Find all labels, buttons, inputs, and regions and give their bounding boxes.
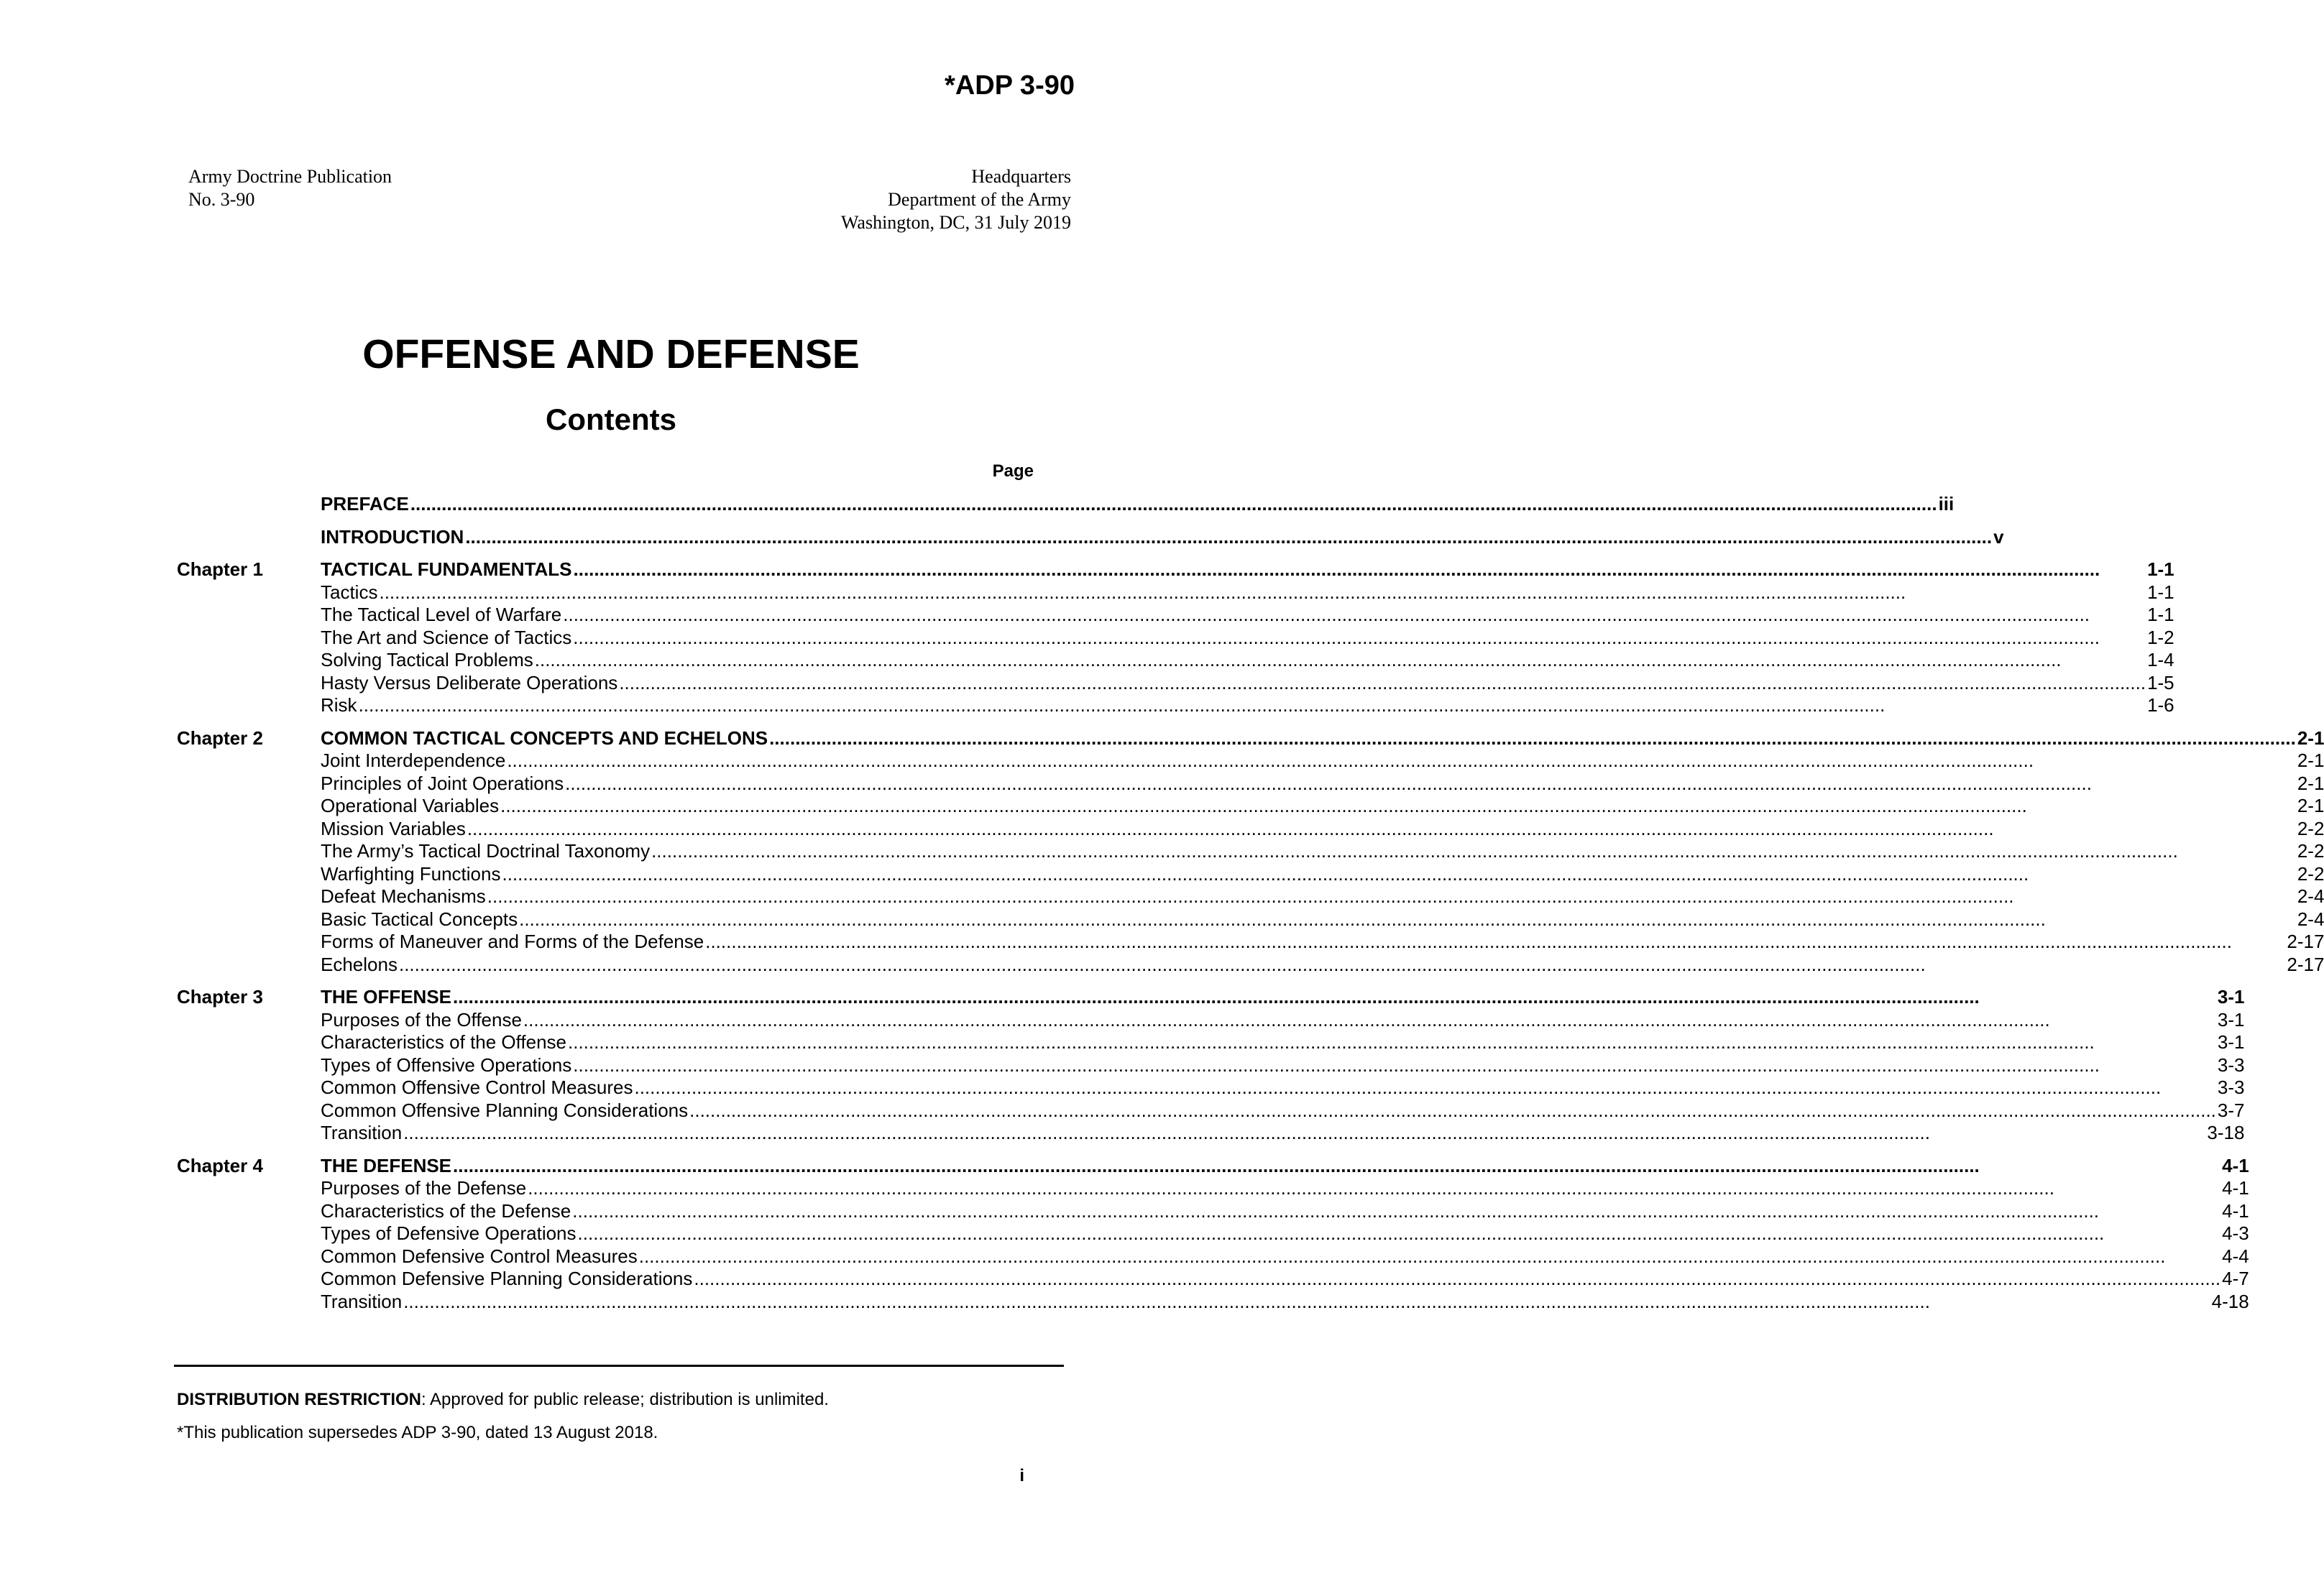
dot-leader (651, 840, 2296, 863)
toc-entry-preface[interactable] (321, 493, 1954, 516)
toc-entry-title: Purposes of the Offense (321, 1008, 522, 1031)
toc-entry[interactable] (321, 795, 2324, 818)
toc-entry-page: 2-4 (2297, 908, 2324, 930)
toc-entry-page: 1-4 (2147, 649, 2174, 670)
toc-entry-page: 2-17 (2287, 953, 2324, 975)
toc-entry-title: Solving Tactical Problems (321, 649, 533, 670)
dot-leader (689, 1100, 2216, 1123)
toc-entry-title: Warfighting Functions (321, 862, 501, 885)
toc-entry-title: Transition (321, 1290, 403, 1312)
toc-entry-title: The Army’s Tactical Doctrinal Taxonomy (321, 840, 651, 862)
toc-entry-title: Common Offensive Control Measures (321, 1077, 633, 1098)
dot-leader (528, 1177, 2220, 1200)
toc-entry-page: 4-1 (2222, 1154, 2249, 1176)
dot-leader (410, 493, 1937, 516)
toc-entry[interactable] (321, 1245, 2249, 1268)
toc-entry-title: Common Defensive Control Measures (321, 1245, 638, 1267)
footer-divider (174, 1365, 1064, 1367)
toc-preface-group (177, 493, 1955, 516)
toc-entry[interactable] (321, 1031, 2244, 1054)
toc-entry-page: 3-3 (2217, 1077, 2245, 1098)
toc-entry-page: 4-7 (2222, 1268, 2249, 1289)
toc-entry[interactable] (321, 1100, 2244, 1123)
toc-entry-title: THE OFFENSE (321, 986, 452, 1008)
toc-entry-title: Joint Interdependence (321, 750, 506, 771)
toc-entry-title: Operational Variables (321, 795, 500, 816)
department-label: Department of the Army (888, 189, 1071, 210)
toc-entry-page: 1-1 (2147, 604, 2174, 625)
toc-entry-page: 2-4 (2297, 885, 2324, 907)
toc-entry-page: 4-1 (2222, 1199, 2249, 1222)
table-of-contents (177, 493, 2324, 1313)
toc-entry-page: 3-1 (2217, 1031, 2245, 1053)
toc-entry[interactable] (321, 750, 2324, 773)
dot-leader (578, 1222, 2221, 1245)
toc-entry-title: Mission Variables (321, 817, 466, 839)
toc-entry-page: 2-1 (2297, 750, 2324, 771)
dot-leader (399, 954, 2285, 977)
toc-entry-title: INTRODUCTION (321, 525, 464, 548)
publication-id: *ADP 3-90 (945, 70, 1075, 101)
distribution-text: : Approved for public release; distribution is unlimited. (421, 1390, 829, 1409)
dot-leader (453, 986, 2216, 1009)
toc-entry-title: THE DEFENSE (321, 1154, 452, 1176)
dot-leader (634, 1077, 2215, 1100)
toc-entry-page: 2-2 (2297, 862, 2324, 885)
toc-entry-page: 1-1 (2147, 558, 2174, 580)
toc-entry-title: Characteristics of the Defense (321, 1199, 571, 1222)
toc-entry-introduction[interactable] (321, 526, 2004, 549)
toc-entry-title: Transition (321, 1122, 403, 1143)
dot-leader (705, 931, 2285, 954)
dot-leader (465, 526, 1992, 549)
toc-entry[interactable] (321, 1122, 2244, 1145)
toc-entry-page: 4-4 (2222, 1245, 2249, 1267)
dot-leader (694, 1268, 2220, 1291)
toc-entry[interactable] (321, 931, 2324, 954)
toc-entry-title: COMMON TACTICAL CONCEPTS AND ECHELONS (321, 727, 768, 749)
toc-entry[interactable] (321, 694, 2174, 717)
toc-entry[interactable] (321, 581, 2174, 604)
toc-entry-title: Common Defensive Planning Considerations (321, 1268, 693, 1289)
dot-leader (403, 1291, 2210, 1314)
dot-leader (769, 727, 2296, 750)
dot-leader (535, 649, 2146, 672)
toc-entry-title: Hasty Versus Deliberate Operations (321, 671, 618, 693)
toc-entry-page: 2-1 (2297, 795, 2324, 816)
toc-entry-page: 4-18 (2211, 1290, 2249, 1312)
toc-entry-title: The Art and Science of Tactics (321, 626, 572, 648)
toc-entry-page: v (1993, 525, 2004, 548)
chapter-label: Chapter 3 (177, 986, 263, 1008)
toc-entry-title: TACTICAL FUNDAMENTALS (321, 558, 572, 580)
toc-entry[interactable] (321, 1291, 2249, 1314)
toc-entry[interactable] (321, 649, 2174, 672)
headquarters-label: Headquarters (971, 166, 1071, 187)
toc-entry-title: Risk (321, 694, 357, 716)
toc-entry-page: 3-7 (2217, 1099, 2245, 1121)
publication-type: Army Doctrine Publication (188, 166, 392, 187)
toc-entry[interactable] (321, 1054, 2244, 1077)
toc-entry-page: 1-1 (2147, 581, 2174, 603)
toc-entry-title: Types of Defensive Operations (321, 1222, 577, 1244)
dot-leader (379, 581, 2146, 604)
toc-entry[interactable] (321, 627, 2174, 650)
toc-entry-page: 3-18 (2207, 1122, 2245, 1143)
dot-leader (573, 1054, 2216, 1077)
dot-leader (565, 773, 2296, 796)
toc-entry-title: Forms of Maneuver and Forms of the Defense (321, 931, 704, 952)
toc-entry-page: 2-1 (2297, 727, 2324, 749)
dot-leader (619, 672, 2146, 695)
toc-entry-page: 4-1 (2222, 1177, 2249, 1199)
toc-entry-page: 4-3 (2222, 1222, 2249, 1244)
toc-entry[interactable] (321, 672, 2174, 695)
toc-entry-page: 1-2 (2147, 626, 2174, 648)
toc-entry[interactable] (321, 954, 2324, 977)
contents-heading: Contents (546, 402, 676, 436)
toc-chapter-group (177, 558, 2174, 717)
toc-entry-title: Basic Tactical Concepts (321, 908, 518, 930)
dot-leader (500, 795, 2296, 818)
dot-leader (568, 1031, 2216, 1054)
toc-entry[interactable] (321, 908, 2324, 931)
toc-entry[interactable] (321, 885, 2324, 908)
toc-entry[interactable] (321, 1200, 2249, 1223)
toc-entry-title: Principles of Joint Operations (321, 772, 564, 794)
dot-leader (639, 1245, 2220, 1268)
dot-leader (519, 908, 2296, 931)
toc-chapter-group (177, 1154, 2249, 1314)
toc-entry-page: 3-1 (2217, 986, 2245, 1008)
toc-entry[interactable] (321, 840, 2324, 863)
toc-entry-page: iii (1938, 493, 1955, 515)
toc-entry-page: 3-3 (2217, 1054, 2245, 1076)
toc-chapter-group (177, 727, 2324, 977)
dot-leader (467, 818, 2296, 841)
toc-entry-page: 2-2 (2297, 817, 2324, 839)
dot-leader (523, 1009, 2216, 1032)
dot-leader (403, 1122, 2205, 1145)
dot-leader (359, 694, 2146, 717)
toc-entry[interactable] (321, 604, 2174, 627)
publication-header-left (188, 165, 392, 211)
toc-entry-title: Types of Offensive Operations (321, 1054, 572, 1076)
toc-entry-page: 1-6 (2147, 694, 2174, 716)
dot-leader (572, 1200, 2220, 1223)
location-date: Washington, DC, 31 July 2019 (840, 212, 1071, 233)
toc-entry[interactable] (321, 1268, 2249, 1291)
chapter-label: Chapter 1 (177, 558, 263, 580)
chapter-label: Chapter 2 (177, 727, 263, 749)
toc-chapter-title-entry[interactable] (321, 986, 2244, 1009)
toc-entry-page: 1-5 (2147, 671, 2174, 693)
toc-chapter-title-entry[interactable] (321, 727, 2324, 750)
toc-entry[interactable] (321, 1177, 2249, 1200)
page-column-label: Page (992, 461, 1034, 481)
toc-entry-title: Tactics (321, 581, 378, 603)
toc-entry-title: Common Offensive Planning Considerations (321, 1099, 689, 1121)
toc-entry-page: 2-1 (2297, 772, 2324, 794)
page-number: i (1019, 1466, 1024, 1485)
toc-entry-title: Defeat Mechanisms (321, 885, 486, 907)
toc-entry-page: 2-17 (2287, 931, 2324, 952)
toc-entry-title: Characteristics of the Offense (321, 1031, 567, 1053)
supersedes-note: *This publication supersedes ADP 3-90, dated 13 August 2018. (177, 1423, 658, 1442)
toc-entry-page: 2-2 (2297, 840, 2324, 862)
publication-number: No. 3-90 (188, 189, 255, 210)
distribution-label: DISTRIBUTION RESTRICTION (177, 1390, 421, 1409)
publication-header-right (841, 165, 1071, 234)
dot-leader (573, 627, 2146, 650)
chapter-label: Chapter 4 (177, 1154, 263, 1176)
toc-entry[interactable] (321, 818, 2324, 841)
document-title: OFFENSE AND DEFENSE (362, 331, 860, 377)
toc-entry-page: 3-1 (2217, 1008, 2245, 1031)
dot-leader (487, 885, 2296, 908)
toc-entry[interactable] (321, 1077, 2244, 1100)
toc-introduction-group (177, 525, 2004, 549)
dot-leader (574, 558, 2146, 581)
toc-entry-title: Echelons (321, 953, 398, 975)
toc-entry-title: PREFACE (321, 493, 409, 515)
toc-entry[interactable] (321, 863, 2324, 886)
dot-leader (502, 863, 2295, 886)
toc-entry-title: The Tactical Level of Warfare (321, 604, 562, 625)
toc-chapter-title-entry[interactable] (321, 1155, 2249, 1178)
toc-entry[interactable] (321, 1009, 2244, 1032)
toc-chapter-group (177, 986, 2245, 1145)
distribution-restriction (177, 1390, 829, 1410)
toc-chapter-title-entry[interactable] (321, 558, 2174, 581)
toc-entry[interactable] (321, 773, 2324, 796)
toc-entry-title: Purposes of the Defense (321, 1177, 527, 1199)
dot-leader (453, 1155, 2220, 1178)
dot-leader (507, 750, 2296, 773)
toc-entry[interactable] (321, 1222, 2249, 1245)
dot-leader (563, 604, 2146, 627)
